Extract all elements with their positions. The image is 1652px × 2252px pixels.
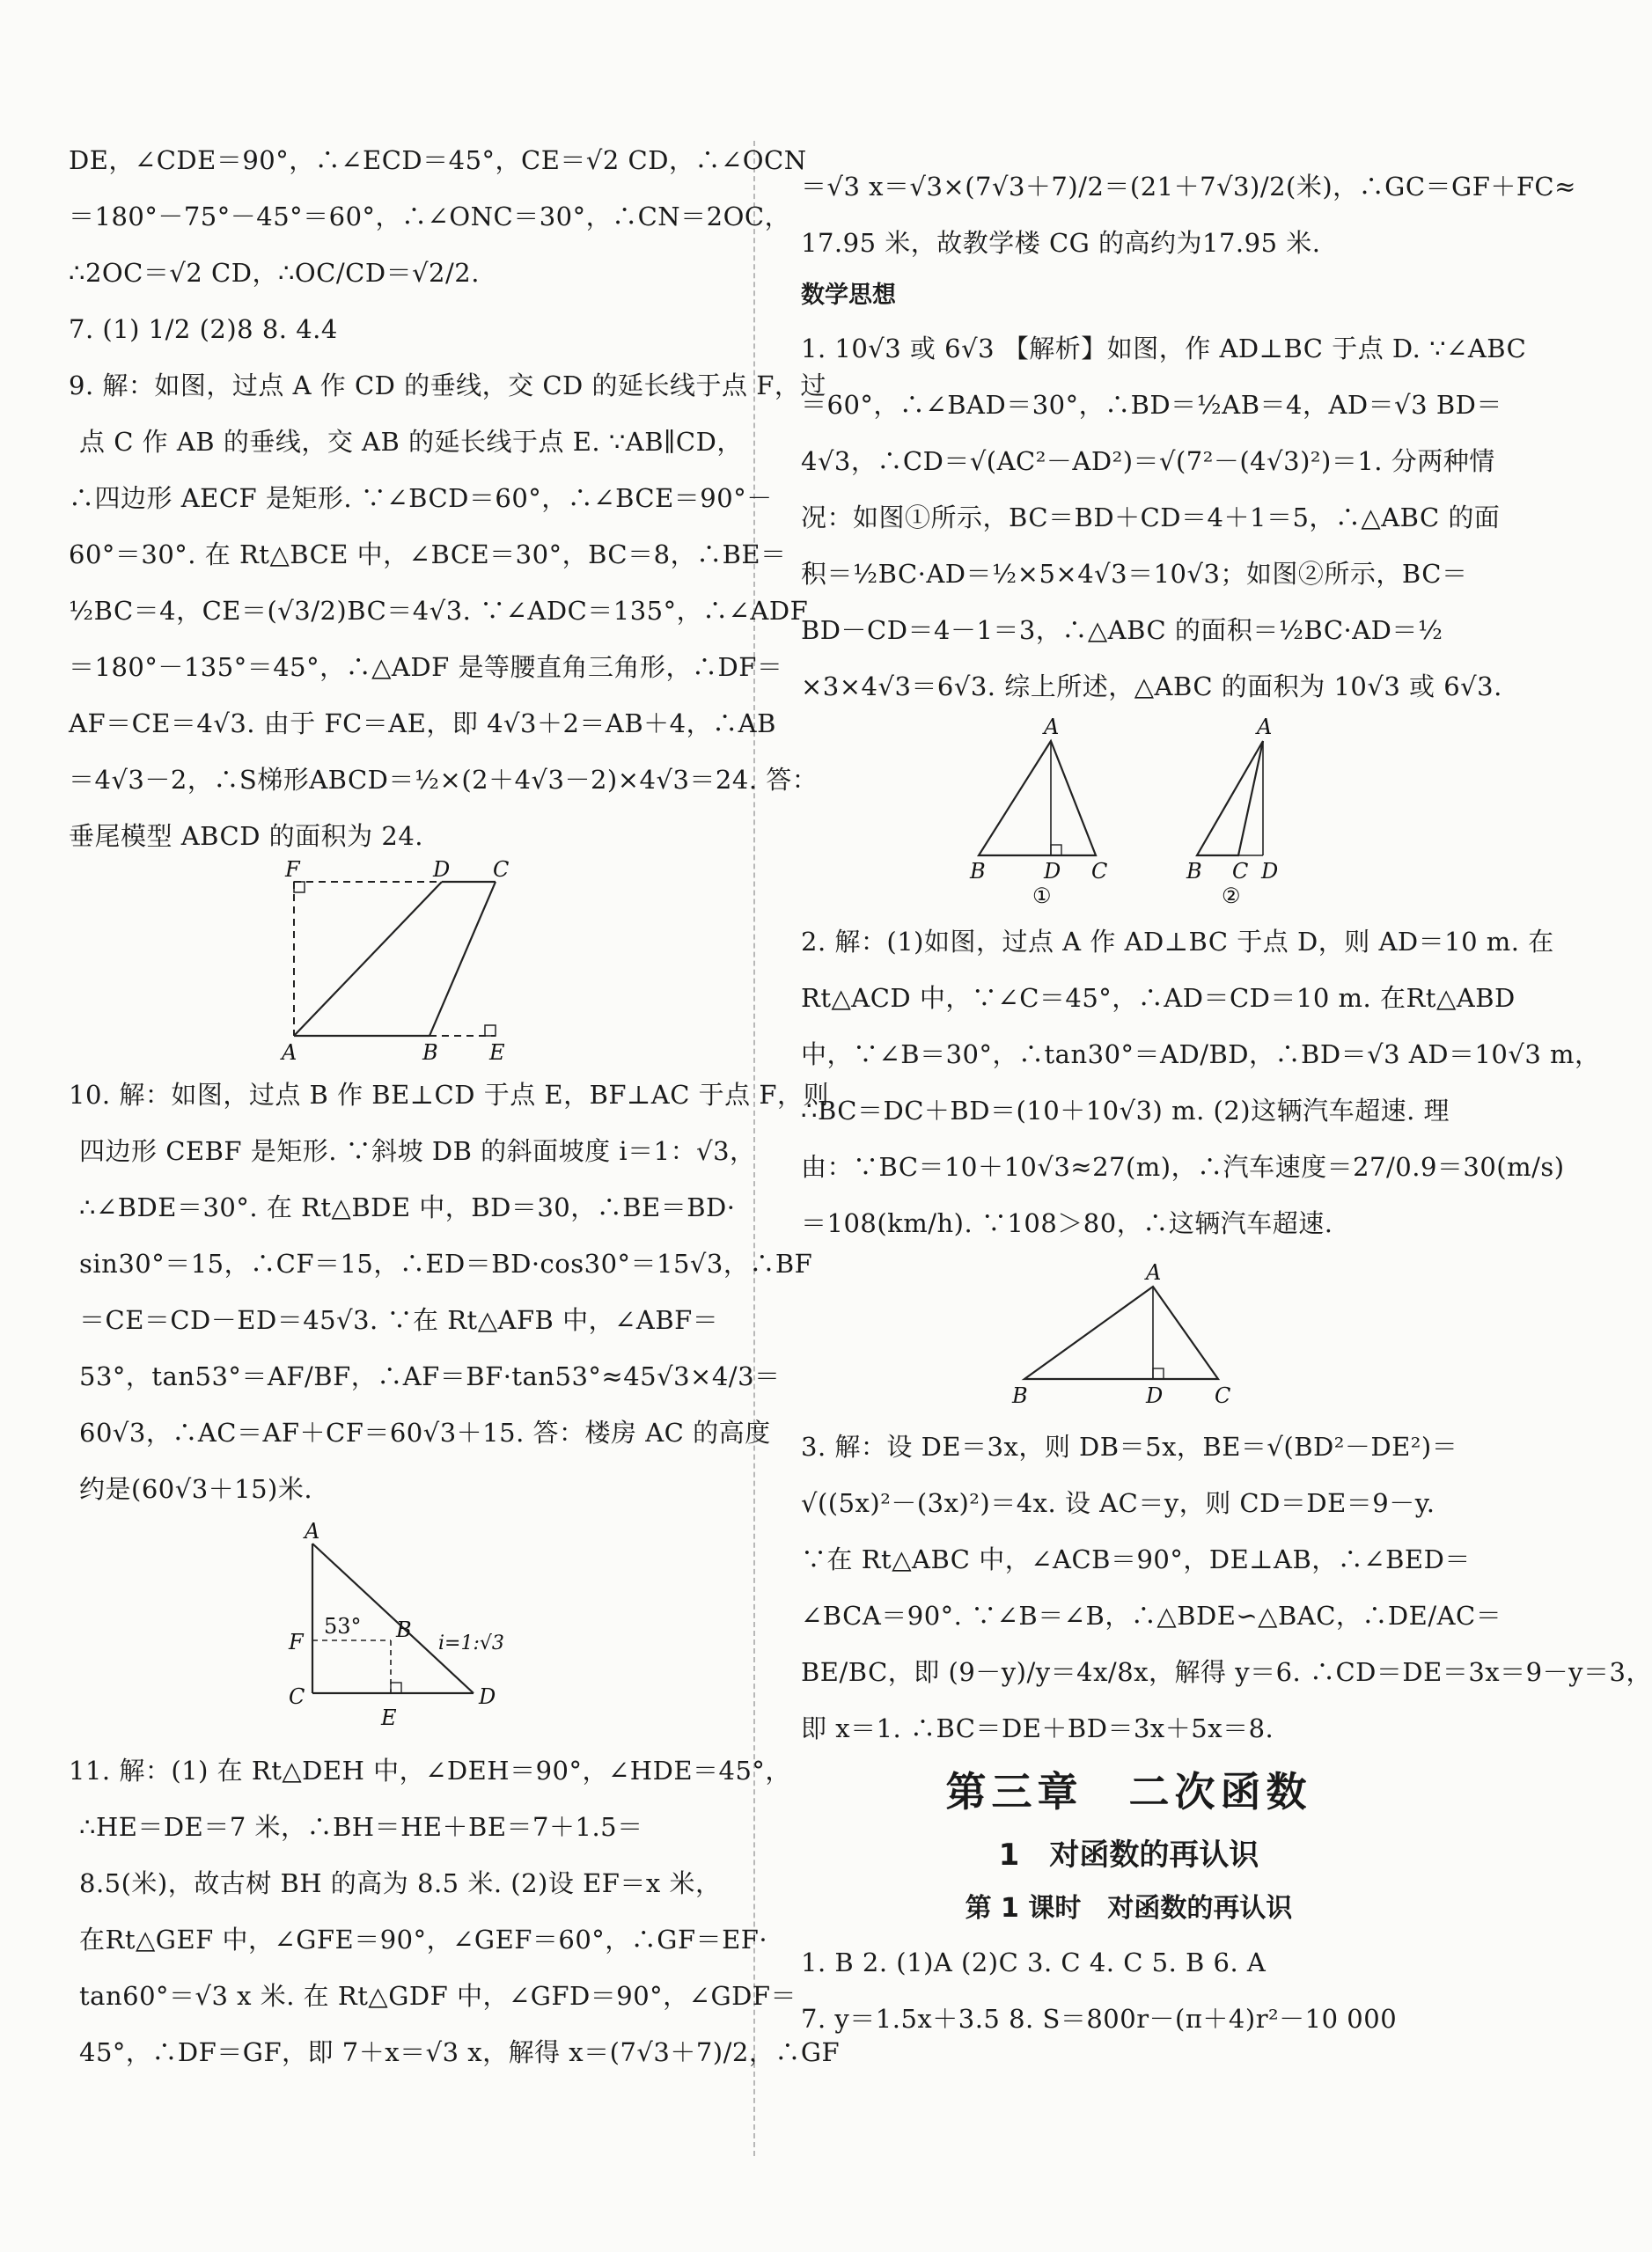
fig2-label: B bbox=[1012, 1383, 1028, 1408]
text-line: 中，∵∠B＝30°，∴tan30°＝AD/BD，∴BD＝√3 AD＝10√3 m， bbox=[801, 1039, 1601, 1069]
fig10-label: B bbox=[396, 1617, 412, 1642]
trapezoid-diagram bbox=[69, 857, 731, 1067]
text-line: 4√3，∴CD＝√(AC²－AD²)＝√(7²－(4√3)²)＝1. 分两种情 bbox=[801, 446, 1495, 476]
text-line: ＝√3 x＝√3×(7√3＋7)/2＝(21＋7√3)/2(米)，∴GC＝GF＋FC≈ bbox=[801, 172, 1576, 202]
text-line: 况：如图①所示，BC＝BD＋CD＝4＋1＝5，∴△ABC 的面 bbox=[801, 502, 1501, 532]
math-thinking-2: 2. 解：(1)如图，过点 A 作 AD⊥BC 于点 D，则 AD＝10 m. 在 bbox=[801, 927, 1554, 957]
fig1-label: C bbox=[1232, 859, 1249, 884]
fig10-label: 53° bbox=[324, 1614, 362, 1639]
text-line: ∴四边形 AECF 是矩形. ∵∠BCD＝60°，∴∠BCE＝90°－ bbox=[69, 483, 773, 513]
text-line: ＝CE＝CD－ED＝45√3. ∵在 Rt△AFB 中，∠ABF＝ bbox=[79, 1305, 719, 1335]
text-line: ∴BC＝DC＋BD＝(10＋10√3) m. (2)这辆汽车超速. 理 bbox=[801, 1096, 1450, 1126]
section-heading: 数学思想 bbox=[801, 282, 896, 309]
text-line: ＝4√3－2，∴S梯形ABCD＝½×(2＋4√3－2)×4√3＝24. 答： bbox=[69, 765, 819, 795]
text-line: ∴2OC＝√2 CD，∴OC/CD＝√2/2. bbox=[69, 258, 480, 288]
lesson-period-title: 第 1 课时 对函数的再认识 bbox=[965, 1893, 1293, 1924]
right-column bbox=[801, 158, 1652, 2047]
fig2-label: D bbox=[1146, 1383, 1164, 1408]
text-line: Rt△ACD 中，∵∠C＝45°，∴AD＝CD＝10 m. 在Rt△ABD bbox=[801, 983, 1516, 1013]
fig1-label: B bbox=[1186, 859, 1202, 884]
text-line: 53°，tan53°＝AF/BF，∴AF＝BF·tan53°≈45√3×4/3＝ bbox=[79, 1361, 781, 1391]
fig1-label: A bbox=[1257, 715, 1273, 739]
text-line: 约是(60√3＋15)米. bbox=[79, 1474, 313, 1504]
text-line: ＝180°－135°＝45°，∴△ADF 是等腰直角三角形，∴DF＝ bbox=[69, 652, 783, 682]
text-line: tan60°＝√3 x 米. 在 Rt△GDF 中，∠GFD＝90°，∠GDF＝ bbox=[79, 1981, 797, 2011]
fig10-label: C bbox=[289, 1684, 305, 1709]
fig10-label: i=1:√3 bbox=[438, 1632, 504, 1654]
text-line: 由：∵BC＝10＋10√3≈27(m)，∴汽车速度＝27/0.9＝30(m/s) bbox=[801, 1152, 1565, 1182]
text-line: 8.5(米)，故古树 BH 的高为 8.5 米. (2)设 EF＝x 米， bbox=[79, 1868, 722, 1898]
text-line: ＝108(km/h). ∵108＞80，∴这辆汽车超速. bbox=[801, 1208, 1333, 1238]
text-line: sin30°＝15，∴CF＝15，∴ED＝BD·cos30°＝15√3，∴BF bbox=[79, 1249, 813, 1279]
fig10-label: A bbox=[305, 1519, 320, 1544]
fig9-label: A bbox=[282, 1040, 297, 1065]
figure-speed-triangle bbox=[801, 1251, 1457, 1419]
left-column bbox=[69, 132, 841, 2080]
fig9-label: E bbox=[489, 1040, 505, 1065]
fig9-label: D bbox=[433, 857, 451, 882]
figure-two-triangles bbox=[801, 715, 1457, 913]
fig1-label: C bbox=[1091, 859, 1108, 884]
chapter-title: 第三章 二次函数 bbox=[945, 1768, 1312, 1816]
text-line: ∴∠BDE＝30°. 在 Rt△BDE 中，BD＝30，∴BE＝BD· bbox=[79, 1192, 736, 1222]
text-line: AF＝CE＝4√3. 由于 FC＝AE，即 4√3＋2＝AB＋4，∴AB bbox=[69, 708, 776, 738]
fig10-label: F bbox=[289, 1630, 304, 1654]
text-line: BD－CD＝4－1＝3，∴△ABC 的面积＝½BC·AD＝½ bbox=[801, 615, 1443, 645]
problem-11-line: 11. 解：(1) 在 Rt△DEH 中，∠DEH＝90°，∠HDE＝45°， bbox=[69, 1756, 791, 1786]
fig10-label: E bbox=[381, 1706, 397, 1730]
text-line: 积＝½BC·AD＝½×5×4√3＝10√3；如图②所示，BC＝ bbox=[801, 559, 1468, 589]
problem-9-line: 9. 解：如图，过点 A 作 CD 的垂线，交 CD 的延长线于点 F，过 bbox=[69, 370, 826, 400]
fig1-label: D bbox=[1044, 859, 1061, 884]
text-line: 60√3，∴AC＝AF＋CF＝60√3＋15. 答：楼房 AC 的高度 bbox=[79, 1418, 771, 1448]
fig1-label: ① bbox=[1032, 884, 1052, 908]
fig9-label: B bbox=[422, 1040, 438, 1065]
fig1-label: A bbox=[1044, 715, 1060, 739]
text-line: √((5x)²－(3x)²)＝4x. 设 AC＝y，则 CD＝DE＝9－y. bbox=[801, 1488, 1435, 1518]
text-line: 17.95 米，故教学楼 CG 的高约为17.95 米. bbox=[801, 228, 1321, 258]
text-line: ＝180°－75°－45°＝60°，∴∠ONC＝30°，∴CN＝2OC， bbox=[69, 202, 791, 231]
text-line: ∵在 Rt△ABC 中，∠ACB＝90°，DE⊥AB，∴∠BED＝ bbox=[801, 1544, 1471, 1574]
text-line: 45°，∴DF＝GF，即 7＋x＝√3 x，解得 x＝(7√3＋7)/2，∴GF bbox=[79, 2037, 841, 2067]
fig9-label: C bbox=[493, 857, 510, 882]
text-line: 在Rt△GEF 中，∠GFE＝90°，∠GEF＝60°，∴GF＝EF· bbox=[79, 1925, 768, 1955]
text-line: ∠BCA＝90°. ∵∠B＝∠B，∴△BDE∽△BAC，∴DE/AC＝ bbox=[801, 1601, 1502, 1631]
text-line: ½BC＝4，CE＝(√3/2)BC＝4√3. ∵∠ADC＝135°，∴∠ADF bbox=[69, 596, 809, 626]
text-line: 点 C 作 AB 的垂线，交 AB 的延长线于点 E. ∵AB∥CD， bbox=[79, 427, 743, 457]
lesson-title: 1 对函数的再认识 bbox=[998, 1838, 1259, 1873]
math-thinking-1: 1. 10√3 或 6√3 【解析】如图，作 AD⊥BC 于点 D. ∵∠ABC bbox=[801, 334, 1527, 363]
answers-line: 1. B 2. (1)A (2)C 3. C 4. C 5. B 6. A bbox=[801, 1948, 1267, 1977]
text-line: DE，∠CDE＝90°，∴∠ECD＝45°，CE＝√2 CD，∴∠OCN bbox=[69, 145, 807, 175]
text-line: ∴HE＝DE＝7 米，∴BH＝HE＋BE＝7＋1.5＝ bbox=[79, 1812, 643, 1842]
text-line: 60°＝30°. 在 Rt△BCE 中，∠BCE＝30°，BC＝8，∴BE＝ bbox=[69, 539, 787, 569]
figure-building-slope bbox=[69, 1517, 731, 1742]
text-line: ＝60°，∴∠BAD＝30°，∴BD＝½AB＝4，AD＝√3 BD＝ bbox=[801, 390, 1502, 420]
text-line: 四边形 CEBF 是矩形. ∵斜坡 DB 的斜面坡度 i＝1：√3， bbox=[79, 1136, 756, 1166]
answers-line: 7. y＝1.5x＋3.5 8. S＝800r－(π＋4)r²－10 000 bbox=[801, 2004, 1398, 2034]
speed-triangle-diagram bbox=[801, 1251, 1457, 1419]
fig10-label: D bbox=[479, 1684, 496, 1709]
text-line: BE/BC，即 (9－y)/y＝4x/8x，解得 y＝6. ∴CD＝DE＝3x＝9－y＝3， bbox=[801, 1657, 1652, 1687]
building-slope-diagram bbox=[69, 1517, 731, 1742]
two-triangles-diagram bbox=[801, 715, 1457, 913]
fig1-label: ② bbox=[1222, 884, 1241, 908]
fig1-label: B bbox=[970, 859, 986, 884]
text-line: 垂尾模型 ABCD 的面积为 24. bbox=[69, 821, 424, 851]
problem-10-line: 10. 解：如图，过点 B 作 BE⊥CD 于点 E，BF⊥AC 于点 F，则 bbox=[69, 1080, 829, 1110]
fig9-label: F bbox=[285, 857, 300, 882]
math-thinking-3: 3. 解：设 DE＝3x，则 DB＝5x，BE＝√(BD²－DE²)＝ bbox=[801, 1432, 1458, 1462]
figure-trapezoid bbox=[69, 857, 731, 1067]
fig2-label: A bbox=[1146, 1260, 1162, 1285]
text-line: 即 x＝1. ∴BC＝DE＋BD＝3x＋5x＝8. bbox=[801, 1713, 1274, 1743]
text-line: ×3×4√3＝6√3. 综上所述，△ABC 的面积为 10√3 或 6√3. bbox=[801, 671, 1502, 701]
fig2-label: C bbox=[1215, 1383, 1231, 1408]
answer-7-8: 7. (1) 1/2 (2)8 8. 4.4 bbox=[69, 314, 338, 344]
fig1-label: D bbox=[1261, 859, 1279, 884]
